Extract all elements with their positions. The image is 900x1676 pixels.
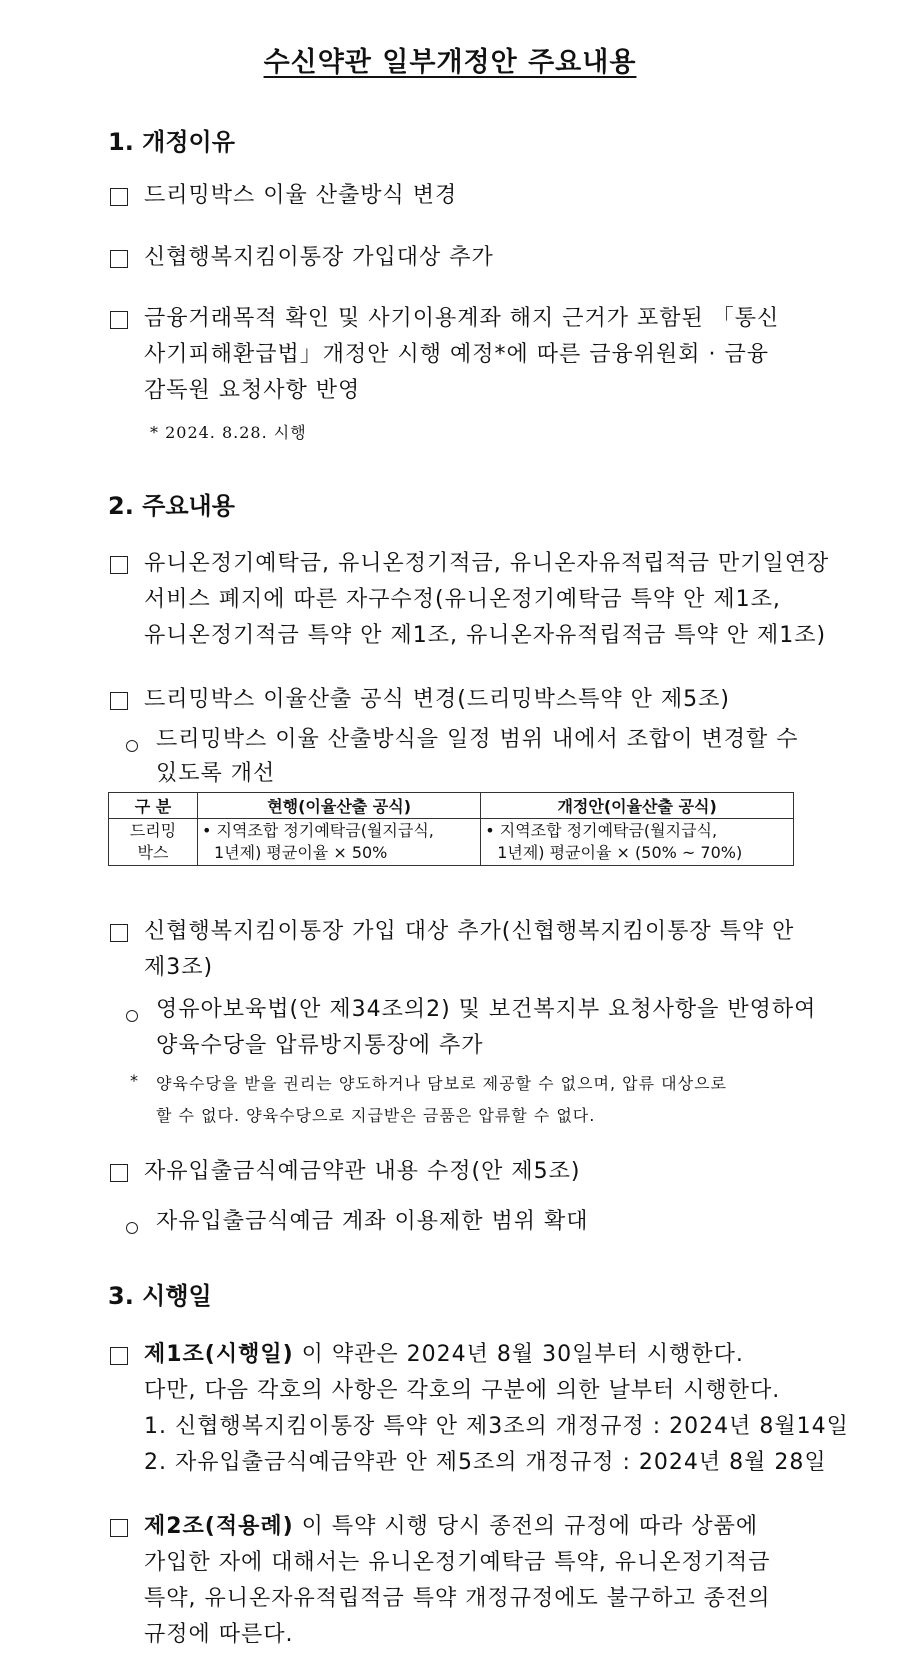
- reason-item-1: 드리밍박스 이율 산출방식 변경: [144, 183, 458, 208]
- checkbox-icon: [110, 690, 128, 710]
- checkbox-icon: [110, 309, 128, 329]
- reason-item-3-line3: 감독원 요청사항 반영: [144, 378, 361, 403]
- content-a-line3: 유니온정기적금 특약 안 제1조, 유니온자유적립적금 특약 안 제1조): [144, 623, 827, 648]
- content-b: 드리밍박스 이율산출 공식 변경(드리밍박스특약 안 제5조): [144, 687, 730, 712]
- section3-heading: 3. 시행일: [108, 1282, 212, 1310]
- content-b-sub-line1: 드리밍박스 이율 산출방식을 일정 범위 내에서 조합이 변경할 수: [156, 727, 799, 752]
- article2-line1: [144, 1509, 758, 1545]
- article2-line2: 가입한 자에 대해서는 유니온정기예탁금 특약, 유니온정기적금: [144, 1550, 771, 1575]
- checkbox-icon: [110, 1345, 128, 1365]
- checkbox-icon: [110, 1517, 128, 1537]
- content-c-note-line1: 양육수당을 받을 권리는 양도하거나 담보로 제공할 수 없으며, 압류 대상으로: [156, 1074, 727, 1093]
- content-c-note-line2: 할 수 없다. 양육수당으로 지급받은 금품은 압류할 수 없다.: [156, 1106, 596, 1125]
- article1-line2: 다만, 다음 각호의 사항은 각호의 구분에 의한 날부터 시행한다.: [144, 1378, 781, 1403]
- current-line2: 1년제) 평균이율 × 50%: [214, 843, 388, 862]
- table-cell-proposed: [481, 819, 794, 866]
- content-c-sub-line2: 양육수당을 압류방지통장에 추가: [156, 1033, 484, 1058]
- table-row: [109, 819, 794, 866]
- content-c-line2: 제3조): [144, 955, 214, 980]
- current-line1: • 지역조합 정기예탁금(월지급식,: [202, 821, 434, 840]
- checkbox-icon: [110, 554, 128, 574]
- circle-bullet-icon: [126, 1217, 138, 1236]
- content-d-sub: 자유입출금식예금 계좌 이용제한 범위 확대: [156, 1209, 589, 1234]
- content-b-sub-line2: 있도록 개선: [156, 761, 276, 786]
- row-label-line2: 박스: [137, 843, 169, 862]
- article2-text: 이 특약 시행 당시 종전의 규정에 따라 상품에: [293, 1514, 759, 1539]
- checkbox-icon: [110, 248, 128, 268]
- checkbox-icon: [110, 922, 128, 942]
- content-a-line2: 서비스 폐지에 따른 자구수정(유니온정기예탁금 특약 안 제1조,: [144, 587, 781, 612]
- content-a-line1: 유니온정기예탁금, 유니온정기적금, 유니온자유적립적금 만기일연장: [144, 551, 830, 576]
- article2-title: 제2조(적용례): [144, 1514, 294, 1539]
- article1-title: 제1조(시행일): [144, 1342, 294, 1367]
- table-header-current: 현행(이율산출 공식): [198, 793, 481, 819]
- proposed-line2: 1년제) 평균이율 × (50% ~ 70%): [497, 843, 743, 862]
- row-label-line1: 드리밍: [129, 821, 177, 840]
- checkbox-icon: [110, 186, 128, 206]
- table-header-category: 구 분: [109, 793, 198, 819]
- circle-bullet-icon: [126, 1005, 138, 1024]
- circle-bullet-icon: [126, 735, 138, 754]
- article1-line3: 1. 신협행복지킴이통장 특약 안 제3조의 개정규정 : 2024년 8월14일: [144, 1414, 849, 1439]
- reason-footnote: * 2024. 8.28. 시행: [150, 423, 307, 442]
- article1-text: 이 약관은 2024년 8월 30일부터 시행한다.: [293, 1342, 744, 1367]
- reason-item-2: 신협행복지킴이통장 가입대상 추가: [144, 245, 494, 270]
- rate-formula-table: [108, 792, 794, 866]
- checkbox-icon: [110, 1162, 128, 1182]
- page-title: 수신약관 일부개정안 주요내용: [263, 47, 637, 78]
- reason-item-3-line1: 금융거래목적 확인 및 사기이용계좌 해지 근거가 포함된 「통신: [144, 306, 780, 331]
- content-c-line1: 신협행복지킴이통장 가입 대상 추가(신협행복지킴이통장 특약 안: [144, 919, 795, 944]
- content-d: 자유입출금식예금약관 내용 수정(안 제5조): [144, 1159, 581, 1184]
- table-cell-current: [198, 819, 481, 866]
- section1-heading: 1. 개정이유: [108, 128, 235, 156]
- table-header-proposed: 개정안(이율산출 공식): [481, 793, 794, 819]
- article2-line3: 특약, 유니온자유적립적금 특약 개정규정에도 불구하고 종전의: [144, 1586, 771, 1611]
- section2-heading: 2. 주요내용: [108, 492, 235, 520]
- article2-line4: 규정에 따른다.: [144, 1622, 294, 1647]
- proposed-line1: • 지역조합 정기예탁금(월지급식,: [485, 821, 718, 840]
- reason-item-3-line2: 사기피해환급법」개정안 시행 예정*에 따른 금융위원회 · 금융: [144, 342, 770, 367]
- table-row-label: [109, 819, 198, 866]
- content-c-sub-line1: 영유아보육법(안 제34조의2) 및 보건복지부 요청사항을 반영하여: [156, 997, 817, 1022]
- footnote-star: *: [130, 1071, 139, 1090]
- article1-line4: 2. 자유입출금식예금약관 안 제5조의 개정규정 : 2024년 8월 28일: [144, 1450, 827, 1475]
- article1-line1: [144, 1337, 744, 1373]
